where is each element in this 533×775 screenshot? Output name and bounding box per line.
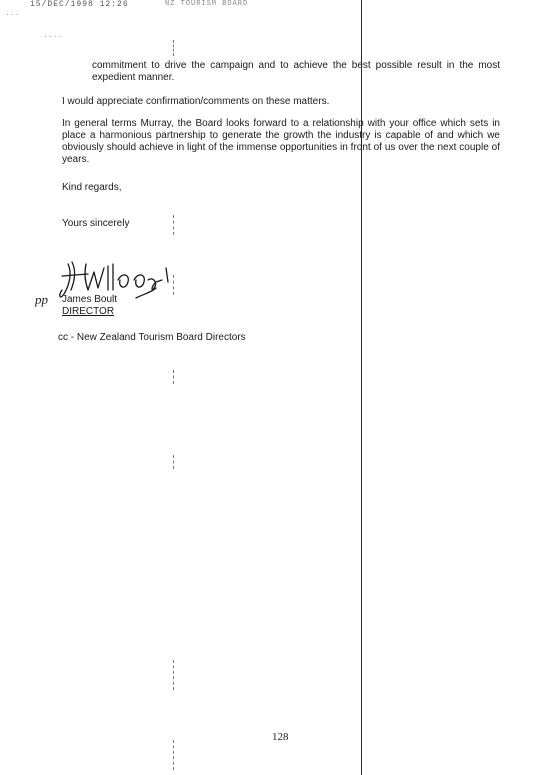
scan-dotted-line [173, 660, 174, 690]
scan-dotted-line [173, 370, 174, 384]
letter-paragraph-continued: commitment to drive the campaign and to achieve the best possible result in the most expedient manner. [92, 60, 500, 83]
scan-dotted-line [173, 455, 174, 469]
closing-kind-regards: Kind regards, [62, 182, 122, 193]
letter-paragraph-general: In general terms Murray, the Board looks forward to a relationship with your office which sets in place a harmonious partnership to generate the growth the industry is capable of and which we obviously should achieve in light of the immense opportunities in front of us over the next couple of years. [62, 118, 500, 165]
scan-dotted-line [173, 40, 174, 56]
per-procurationem-mark: pp [35, 292, 48, 307]
fax-header-timestamp: 15/DEC/1998 12:26 [30, 0, 129, 9]
scan-speck: · · · [6, 10, 19, 19]
signatory-name: James Boult [62, 294, 118, 305]
scan-speck: · · · · [44, 32, 62, 41]
scan-vertical-line [361, 0, 362, 775]
scan-dotted-line [173, 740, 174, 770]
fax-header-sender: NZ TOURISM BOARD [165, 0, 249, 8]
letter-paragraph-confirm: I would appreciate confirmation/comments on these matters. [62, 96, 330, 107]
page-number: 128 [272, 731, 289, 743]
closing-yours-sincerely: Yours sincerely [62, 218, 130, 229]
cc-line: cc - New Zealand Tourism Board Directors [58, 332, 246, 343]
signatory-title: DIRECTOR [62, 306, 115, 317]
